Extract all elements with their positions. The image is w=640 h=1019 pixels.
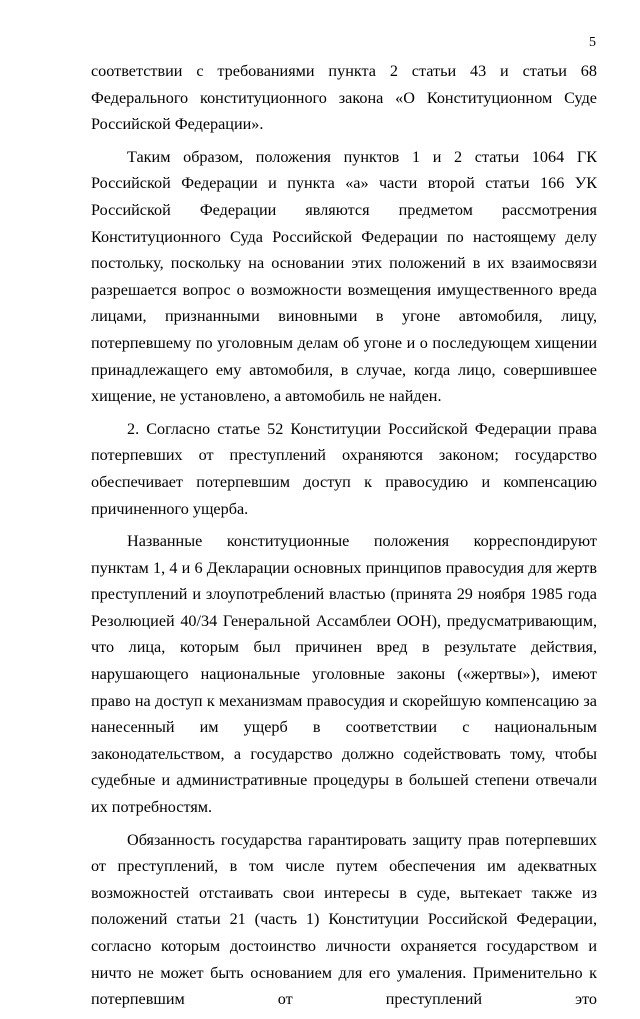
paragraph-continuation: соответствии с требованиями пункта 2 статьи 43 и статьи 68 Федерального конституционного закона «О Конституционном Суде Российской Федерации».	[91, 62, 597, 134]
document-body	[91, 58, 597, 1019]
paragraph-article-52: 2. Согласно статье 52 Конституции Российской Федерации права потерпевших от преступлений охраняются законом; государство обеспечивает потерпевшим доступ к правосудию и компенсацию причиненного ущерба.	[91, 419, 597, 518]
paragraph-declaration: Названные конституционные положения корреспондируют пунктам 1, 4 и 6 Декларации основных принципов правосудия для жертв преступлений и злоупотреблений властью (принята 29 ноября 1985 года Резолюцией 40/34 Генеральной Ассамблеи ООН), предусматривающим, что лица, которым был причинен вред в результате действия, нарушающего национальные уголовные законы («жертвы»), имеют право на доступ к механизмам правосудия и скорейшую компенсацию за нанесенный им ущерб в соответствии с национальным законодательством, а государство должно содействовать тому, чтобы судебные и административные процедуры в большей степени отвечали их потребностям.	[91, 532, 597, 817]
paragraph-subject-of-review: Таким образом, положения пунктов 1 и 2 статьи 1064 ГК Российской Федерации и пункта «а» части второй статьи 166 УК Российской Федерации являются предметом рассмотрения Конституционного Суда Российской Федерации по настоящему делу постольку, поскольку на основании этих положений в их взаимосвязи разрешается вопрос о возможности возмещения имущественного вреда лицами, признанными виновными в угоне автомобиля, лицу, потерпевшему по уголовным делам об угоне и о последующем хищении принадлежащего ему автомобиля, в случае, когда лицо, совершившее хищение, не установлено, а автомобиль не найден.	[91, 147, 597, 406]
page-number: 5	[589, 35, 596, 50]
paragraph-state-obligation: Обязанность государства гарантировать защиту прав потерпевших от преступлений, в том числе путем обеспечения им адекватных возможностей отстаивать свои интересы в суде, вытекает также из положений статьи 21 (часть 1) Конституции Российской Федерации, согласно которым достоинство личности охраняется государством и ничто не может быть основанием для его умаления. Применительно к потерпевшим от преступлений это	[91, 830, 597, 1009]
